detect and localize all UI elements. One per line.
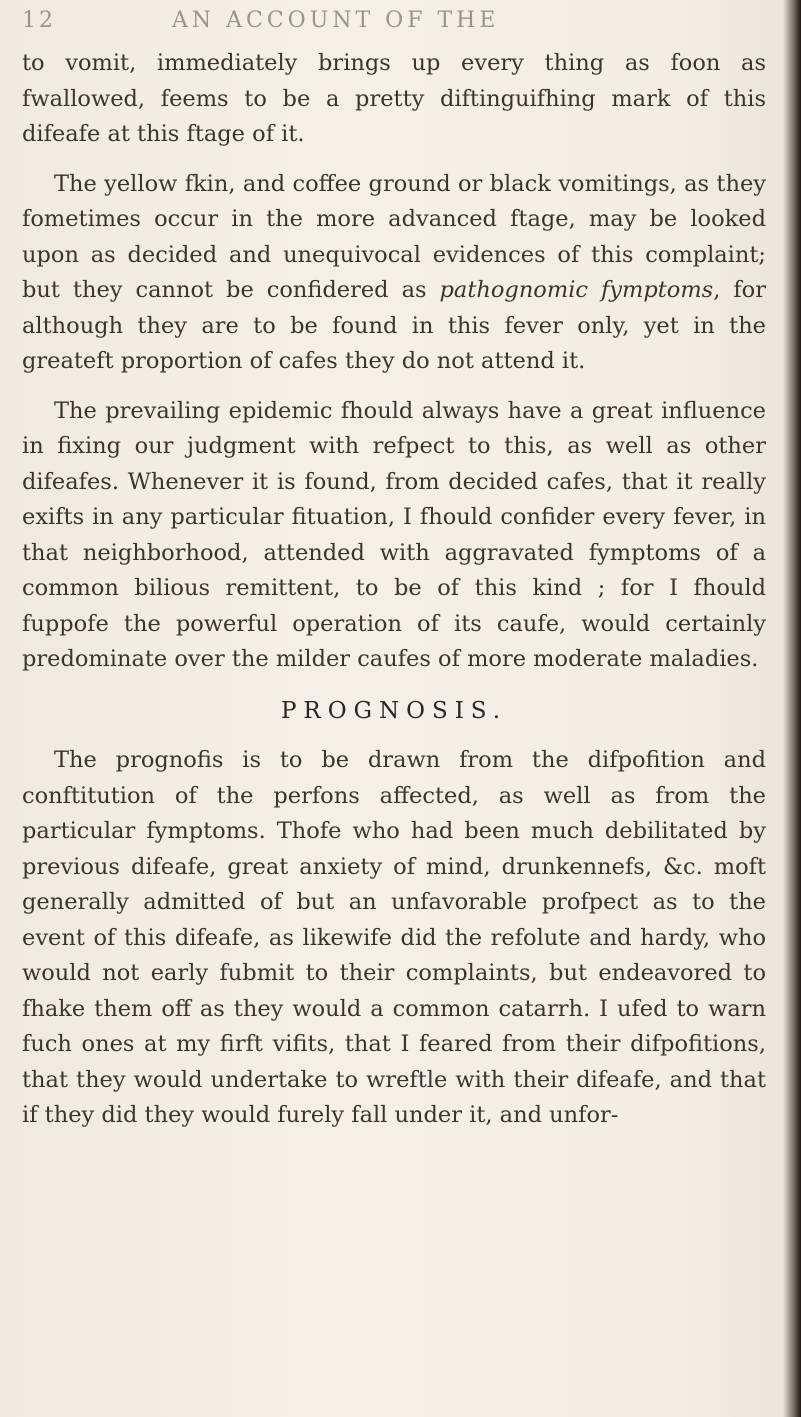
section-heading-prognosis: PROGNOSIS. (280, 697, 508, 724)
paragraph-prognosis: The prognofis is to be drawn from the difpofition and conftitution of the perfons affected, as well as from the particular fymptoms. Thofe who had been much debilitated by previous difeafe, great anxiety of mind, drunkennefs, &c. moft generally admitted of but an unfavorable profpect as to the event of this difeafe, as likewife did the refolute and hardy, who would not early fubmit to their complaints, but endeavored to fhake them off as they would a common catarrh. I ufed to warn fuch ones at my firft vifits, that I feared from their difpofitions, that they would undertake to wreftle with their difeafe, and that if they did they would furely fall under it, and unfor- (22, 747, 766, 1128)
paragraph-yellow-skin-end: , for although they are to be found in this fever only, yet in the greateft proportion of cafes they do not attend it. (22, 277, 766, 374)
body-text (22, 46, 766, 1134)
page-number: 12 (22, 8, 56, 33)
pathognomic-symptoms-emphasis: pathognomic fymptoms (439, 277, 714, 303)
paragraph-epidemic: The prevailing epidemic fhould always have a great influence in fixing our judgment with refpect to this, as well as other difeafes. Whenever it is found, from decided cafes, that it really exifts in any particular fituation, I fhould confider every fever, in that neighborhood, attended with aggravated fymptoms of a common bilious remittent, to be of this kind ; for I fhould fuppofe the powerful operation of its caufe, would certainly predominate over the milder caufes of more moderate maladies. (22, 397, 766, 672)
paragraph-continued: to vomit, immediately brings up every thing as foon as fwallowed, feems to be a pretty diftinguifhing mark of this difeafe at this ftage of it. (22, 50, 766, 147)
page-header (22, 8, 762, 42)
page-gutter-shadow (783, 0, 801, 1417)
paragraph-yellow-skin (22, 167, 766, 380)
paragraph-yellow-skin-start: The yellow fkin, and coffee ground or black vomitings, as they fometimes occur in the more advanced ftage, may be looked upon as decided and unequivocal evidences of this complaint; but they cannot be confidered as (22, 170, 766, 303)
running-head: AN ACCOUNT OF THE (172, 8, 500, 33)
